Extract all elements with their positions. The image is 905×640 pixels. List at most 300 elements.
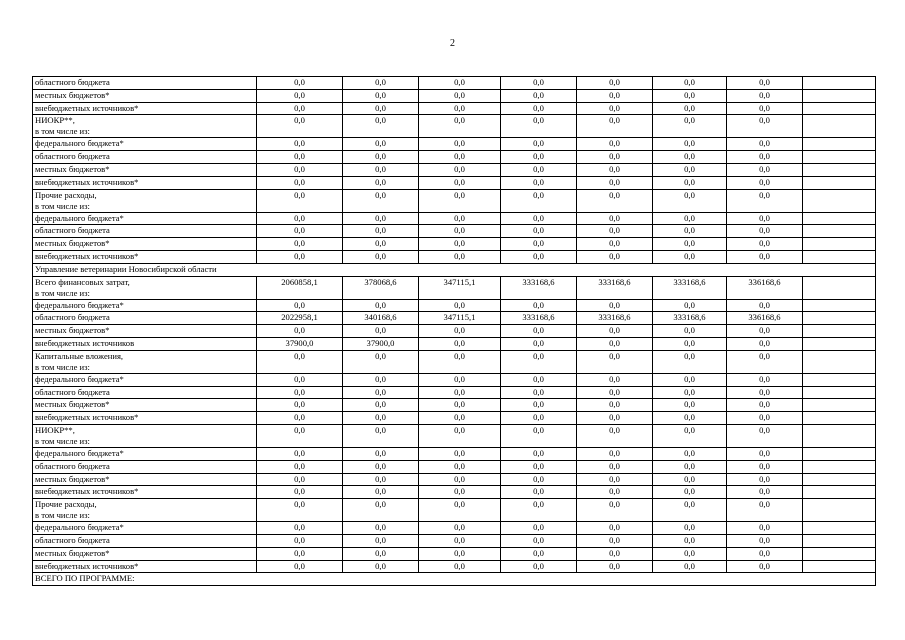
table-row — [33, 399, 876, 412]
value-cell: 0,0 — [419, 299, 501, 312]
value-cell: 0,0 — [343, 138, 419, 151]
row-label — [33, 447, 257, 460]
table-row — [33, 299, 876, 312]
value-cell: 0,0 — [501, 412, 577, 425]
row-label-text: областного бюджета — [35, 534, 110, 545]
table-row — [33, 499, 876, 522]
value-cell: 0,0 — [257, 460, 343, 473]
value-cell: 0,0 — [343, 212, 419, 225]
value-cell: 0,0 — [257, 399, 343, 412]
row-label-text: НИОКР**, — [35, 424, 75, 435]
value-cell: 0,0 — [343, 399, 419, 412]
table-row — [33, 350, 876, 373]
row-label-text: Капитальные вложения, — [35, 350, 124, 361]
value-cell: 0,0 — [257, 115, 343, 138]
value-cell: 0,0 — [653, 499, 727, 522]
value-cell: 0,0 — [343, 412, 419, 425]
empty-cell — [803, 102, 876, 115]
row-label — [33, 560, 257, 573]
table-row — [33, 547, 876, 560]
value-cell: 0,0 — [343, 460, 419, 473]
value-cell: 0,0 — [577, 412, 653, 425]
value-cell: 0,0 — [419, 238, 501, 251]
empty-cell — [803, 350, 876, 373]
row-label-text: внебюджетных источников* — [35, 250, 139, 261]
value-cell: 0,0 — [501, 399, 577, 412]
value-cell: 0,0 — [257, 325, 343, 338]
value-cell: 0,0 — [653, 486, 727, 499]
value-cell: 0,0 — [501, 424, 577, 447]
value-cell: 0,0 — [257, 534, 343, 547]
empty-cell — [803, 151, 876, 164]
table-row — [33, 424, 876, 447]
value-cell: 0,0 — [727, 499, 803, 522]
row-label-text: внебюджетных источников* — [35, 176, 139, 187]
empty-cell — [803, 424, 876, 447]
value-cell: 0,0 — [419, 89, 501, 102]
value-cell: 0,0 — [653, 225, 727, 238]
value-cell: 0,0 — [419, 386, 501, 399]
value-cell: 0,0 — [419, 176, 501, 189]
table-row — [33, 225, 876, 238]
table-row — [33, 138, 876, 151]
row-label-text: Прочие расходы, — [35, 189, 97, 200]
value-cell: 0,0 — [577, 337, 653, 350]
value-cell: 0,0 — [343, 547, 419, 560]
value-cell: 0,0 — [501, 225, 577, 238]
value-cell: 333168,6 — [501, 312, 577, 325]
value-cell: 0,0 — [419, 325, 501, 338]
row-label — [33, 325, 257, 338]
value-cell: 0,0 — [577, 189, 653, 212]
table-row — [33, 176, 876, 189]
row-label — [33, 276, 257, 299]
value-cell: 0,0 — [257, 189, 343, 212]
value-cell: 0,0 — [727, 212, 803, 225]
value-cell: 347115,1 — [419, 276, 501, 299]
value-cell: 0,0 — [577, 534, 653, 547]
value-cell: 0,0 — [727, 102, 803, 115]
value-cell: 0,0 — [419, 163, 501, 176]
row-label — [33, 238, 257, 251]
value-cell: 336168,6 — [727, 276, 803, 299]
row-label — [33, 299, 257, 312]
budget-table — [32, 76, 876, 586]
row-label-text: федерального бюджета* — [35, 138, 124, 149]
value-cell: 0,0 — [501, 499, 577, 522]
value-cell: 0,0 — [727, 412, 803, 425]
value-cell: 0,0 — [727, 89, 803, 102]
value-cell: 0,0 — [577, 499, 653, 522]
value-cell: 0,0 — [577, 547, 653, 560]
value-cell: 0,0 — [501, 547, 577, 560]
value-cell: 0,0 — [653, 299, 727, 312]
row-label — [33, 412, 257, 425]
row-label-text: местных бюджетов* — [35, 238, 110, 249]
empty-cell — [803, 189, 876, 212]
empty-cell — [803, 176, 876, 189]
value-cell: 0,0 — [653, 399, 727, 412]
value-cell: 0,0 — [501, 89, 577, 102]
value-cell: 0,0 — [343, 250, 419, 263]
value-cell: 0,0 — [257, 486, 343, 499]
value-cell: 0,0 — [727, 163, 803, 176]
value-cell: 0,0 — [577, 89, 653, 102]
value-cell: 0,0 — [577, 115, 653, 138]
value-cell: 0,0 — [257, 250, 343, 263]
value-cell: 0,0 — [501, 522, 577, 535]
row-label-subtext: в том числе из: — [35, 510, 90, 521]
value-cell: 0,0 — [419, 486, 501, 499]
value-cell: 0,0 — [653, 412, 727, 425]
value-cell: 0,0 — [343, 447, 419, 460]
value-cell: 0,0 — [343, 176, 419, 189]
row-label-text: внебюджетных источников* — [35, 102, 139, 113]
row-label-text: федерального бюджета* — [35, 522, 124, 533]
table-row — [33, 337, 876, 350]
value-cell: 0,0 — [257, 212, 343, 225]
value-cell: 0,0 — [257, 89, 343, 102]
table-body — [33, 77, 876, 586]
table-row — [33, 102, 876, 115]
value-cell: 0,0 — [501, 151, 577, 164]
row-label-text: областного бюджета — [35, 77, 110, 87]
value-cell: 37900,0 — [343, 337, 419, 350]
value-cell: 0,0 — [501, 238, 577, 251]
empty-cell — [803, 386, 876, 399]
row-label — [33, 250, 257, 263]
value-cell: 0,0 — [501, 460, 577, 473]
value-cell: 0,0 — [343, 299, 419, 312]
value-cell: 333168,6 — [653, 312, 727, 325]
value-cell: 0,0 — [343, 77, 419, 90]
value-cell: 0,0 — [653, 250, 727, 263]
table-row — [33, 312, 876, 325]
empty-cell — [803, 534, 876, 547]
value-cell: 0,0 — [501, 115, 577, 138]
empty-cell — [803, 115, 876, 138]
row-label — [33, 522, 257, 535]
value-cell: 0,0 — [727, 350, 803, 373]
value-cell: 0,0 — [727, 534, 803, 547]
value-cell: 0,0 — [257, 138, 343, 151]
section-row — [33, 263, 876, 276]
table-row — [33, 77, 876, 90]
value-cell: 0,0 — [343, 325, 419, 338]
value-cell: 0,0 — [343, 499, 419, 522]
value-cell: 0,0 — [343, 115, 419, 138]
value-cell: 0,0 — [501, 138, 577, 151]
row-label — [33, 486, 257, 499]
value-cell: 0,0 — [727, 238, 803, 251]
value-cell: 0,0 — [257, 424, 343, 447]
value-cell: 0,0 — [577, 386, 653, 399]
value-cell: 0,0 — [343, 424, 419, 447]
row-label — [33, 473, 257, 486]
value-cell: 0,0 — [501, 337, 577, 350]
value-cell: 0,0 — [501, 560, 577, 573]
empty-cell — [803, 522, 876, 535]
row-label — [33, 534, 257, 547]
row-label-text: областного бюджета — [35, 312, 110, 323]
value-cell: 0,0 — [419, 115, 501, 138]
value-cell: 0,0 — [577, 460, 653, 473]
value-cell: 0,0 — [257, 163, 343, 176]
value-cell: 0,0 — [577, 350, 653, 373]
value-cell: 0,0 — [577, 250, 653, 263]
row-label-text: федерального бюджета* — [35, 447, 124, 458]
value-cell: 0,0 — [343, 225, 419, 238]
value-cell: 0,0 — [727, 77, 803, 90]
value-cell: 0,0 — [343, 522, 419, 535]
row-label — [33, 460, 257, 473]
value-cell: 378068,6 — [343, 276, 419, 299]
value-cell: 340168,6 — [343, 312, 419, 325]
value-cell: 0,0 — [257, 238, 343, 251]
value-cell: 0,0 — [419, 534, 501, 547]
row-label-text: федерального бюджета* — [35, 212, 124, 223]
value-cell: 0,0 — [257, 447, 343, 460]
row-label-text: внебюджетных источников* — [35, 486, 139, 497]
value-cell: 0,0 — [653, 473, 727, 486]
row-label-text: внебюджетных источников* — [35, 412, 139, 423]
value-cell: 0,0 — [419, 522, 501, 535]
table-row — [33, 115, 876, 138]
value-cell: 0,0 — [501, 473, 577, 486]
table-row — [33, 560, 876, 573]
value-cell: 0,0 — [653, 522, 727, 535]
value-cell: 0,0 — [501, 102, 577, 115]
value-cell: 0,0 — [419, 77, 501, 90]
row-label — [33, 212, 257, 225]
value-cell: 0,0 — [653, 138, 727, 151]
value-cell: 0,0 — [501, 350, 577, 373]
value-cell: 0,0 — [653, 238, 727, 251]
value-cell: 0,0 — [727, 189, 803, 212]
value-cell: 0,0 — [257, 473, 343, 486]
row-label — [33, 189, 257, 212]
value-cell: 347115,1 — [419, 312, 501, 325]
value-cell: 0,0 — [343, 189, 419, 212]
value-cell: 0,0 — [727, 225, 803, 238]
value-cell: 0,0 — [653, 325, 727, 338]
value-cell: 0,0 — [419, 102, 501, 115]
empty-cell — [803, 212, 876, 225]
value-cell: 0,0 — [653, 89, 727, 102]
row-label — [33, 350, 257, 373]
value-cell: 0,0 — [727, 337, 803, 350]
row-label-text: местных бюджетов* — [35, 473, 110, 484]
table-row — [33, 163, 876, 176]
value-cell: 0,0 — [727, 151, 803, 164]
value-cell: 0,0 — [501, 325, 577, 338]
value-cell: 0,0 — [419, 473, 501, 486]
value-cell: 0,0 — [343, 473, 419, 486]
row-label-text: областного бюджета — [35, 151, 110, 162]
row-label-text: местных бюджетов* — [35, 163, 110, 174]
value-cell: 0,0 — [727, 176, 803, 189]
row-label — [33, 102, 257, 115]
value-cell: 0,0 — [419, 151, 501, 164]
value-cell: 333168,6 — [653, 276, 727, 299]
value-cell: 0,0 — [501, 373, 577, 386]
value-cell: 0,0 — [577, 163, 653, 176]
value-cell: 0,0 — [257, 560, 343, 573]
value-cell: 0,0 — [257, 499, 343, 522]
value-cell: 0,0 — [257, 412, 343, 425]
value-cell: 0,0 — [653, 534, 727, 547]
value-cell: 0,0 — [419, 460, 501, 473]
row-label-text: областного бюджета — [35, 460, 110, 471]
value-cell: 0,0 — [419, 373, 501, 386]
value-cell: 0,0 — [419, 499, 501, 522]
row-label-text: местных бюджетов* — [35, 547, 110, 558]
row-label-text: местных бюджетов* — [35, 89, 110, 100]
value-cell: 0,0 — [727, 138, 803, 151]
value-cell: 0,0 — [727, 522, 803, 535]
value-cell: 0,0 — [727, 325, 803, 338]
row-label — [33, 312, 257, 325]
value-cell: 0,0 — [257, 102, 343, 115]
value-cell: 0,0 — [501, 77, 577, 90]
table-row — [33, 447, 876, 460]
table-row — [33, 386, 876, 399]
empty-cell — [803, 547, 876, 560]
empty-cell — [803, 486, 876, 499]
empty-cell — [803, 560, 876, 573]
table-row — [33, 473, 876, 486]
value-cell: 0,0 — [343, 89, 419, 102]
value-cell: 0,0 — [577, 522, 653, 535]
value-cell: 0,0 — [501, 486, 577, 499]
value-cell: 333168,6 — [577, 276, 653, 299]
value-cell: 0,0 — [577, 138, 653, 151]
empty-cell — [803, 325, 876, 338]
value-cell: 0,0 — [419, 225, 501, 238]
value-cell: 0,0 — [577, 77, 653, 90]
value-cell: 0,0 — [343, 151, 419, 164]
value-cell: 2060858,1 — [257, 276, 343, 299]
value-cell: 0,0 — [257, 350, 343, 373]
value-cell: 0,0 — [577, 238, 653, 251]
value-cell: 0,0 — [727, 399, 803, 412]
value-cell: 0,0 — [419, 412, 501, 425]
value-cell: 0,0 — [257, 547, 343, 560]
row-label-text: областного бюджета — [35, 386, 110, 397]
empty-cell — [803, 299, 876, 312]
value-cell: 0,0 — [727, 473, 803, 486]
table-row — [33, 189, 876, 212]
section-row — [33, 573, 876, 586]
value-cell: 0,0 — [653, 102, 727, 115]
value-cell: 0,0 — [653, 547, 727, 560]
value-cell: 0,0 — [419, 138, 501, 151]
value-cell: 0,0 — [727, 373, 803, 386]
empty-cell — [803, 276, 876, 299]
value-cell: 0,0 — [257, 299, 343, 312]
table-row — [33, 486, 876, 499]
value-cell: 0,0 — [653, 163, 727, 176]
row-label — [33, 547, 257, 560]
empty-cell — [803, 499, 876, 522]
value-cell: 0,0 — [343, 238, 419, 251]
value-cell: 0,0 — [419, 250, 501, 263]
value-cell: 0,0 — [727, 386, 803, 399]
empty-cell — [803, 89, 876, 102]
row-label-text: областного бюджета — [35, 225, 110, 236]
value-cell: 0,0 — [419, 212, 501, 225]
value-cell: 0,0 — [501, 447, 577, 460]
row-label-subtext: в том числе из: — [35, 361, 90, 372]
row-label-text: местных бюджетов* — [35, 399, 110, 410]
value-cell: 0,0 — [727, 115, 803, 138]
value-cell: 0,0 — [343, 350, 419, 373]
value-cell: 0,0 — [257, 77, 343, 90]
value-cell: 0,0 — [501, 163, 577, 176]
value-cell: 0,0 — [257, 176, 343, 189]
value-cell: 0,0 — [577, 399, 653, 412]
value-cell: 0,0 — [257, 386, 343, 399]
row-label — [33, 77, 257, 90]
row-label — [33, 176, 257, 189]
row-label-subtext: в том числе из: — [35, 126, 90, 137]
value-cell: 0,0 — [727, 486, 803, 499]
value-cell: 0,0 — [419, 350, 501, 373]
value-cell: 0,0 — [419, 337, 501, 350]
value-cell: 0,0 — [257, 225, 343, 238]
value-cell: 0,0 — [653, 560, 727, 573]
empty-cell — [803, 460, 876, 473]
value-cell: 0,0 — [257, 522, 343, 535]
empty-cell — [803, 238, 876, 251]
value-cell: 0,0 — [727, 547, 803, 560]
row-label — [33, 163, 257, 176]
table-row — [33, 522, 876, 535]
value-cell: 0,0 — [419, 424, 501, 447]
value-cell: 0,0 — [577, 486, 653, 499]
table-row — [33, 412, 876, 425]
value-cell: 0,0 — [257, 373, 343, 386]
value-cell: 0,0 — [419, 547, 501, 560]
table-row — [33, 373, 876, 386]
empty-cell — [803, 163, 876, 176]
value-cell: 0,0 — [419, 447, 501, 460]
empty-cell — [803, 312, 876, 325]
value-cell: 0,0 — [653, 189, 727, 212]
row-label — [33, 499, 257, 522]
row-label — [33, 138, 257, 151]
value-cell: 0,0 — [419, 189, 501, 212]
value-cell: 0,0 — [577, 299, 653, 312]
row-label — [33, 89, 257, 102]
value-cell: 0,0 — [653, 386, 727, 399]
value-cell: 0,0 — [653, 176, 727, 189]
value-cell: 0,0 — [343, 163, 419, 176]
value-cell: 0,0 — [577, 151, 653, 164]
value-cell: 0,0 — [727, 560, 803, 573]
value-cell: 0,0 — [343, 534, 419, 547]
value-cell: 0,0 — [727, 424, 803, 447]
table-row — [33, 460, 876, 473]
row-label — [33, 151, 257, 164]
empty-cell — [803, 337, 876, 350]
empty-cell — [803, 138, 876, 151]
value-cell: 0,0 — [577, 225, 653, 238]
section-title: Управление ветеринарии Новосибирской области — [33, 263, 876, 276]
value-cell: 0,0 — [727, 299, 803, 312]
value-cell: 0,0 — [501, 386, 577, 399]
value-cell: 0,0 — [727, 447, 803, 460]
